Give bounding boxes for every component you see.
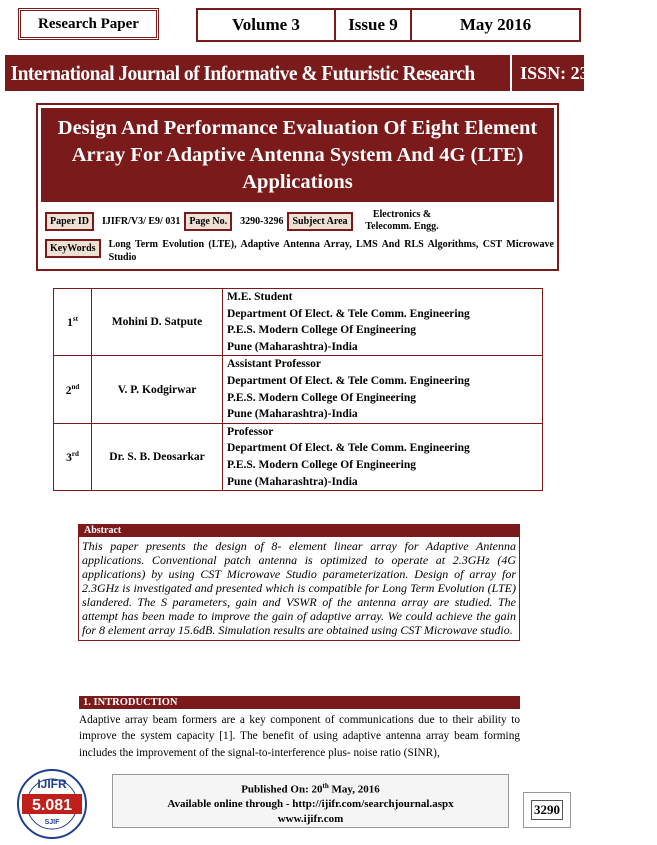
issn-label: ISSN: 2347-1697 [510, 55, 657, 91]
available-online-link[interactable]: Available online through - http://ijifr.com/searchjournal.aspx [167, 798, 454, 811]
journal-banner [5, 55, 649, 91]
author-affiliation: Assistant Professor Department Of Elect. & Tele Comm. Engineering P.E.S. Modern College Of Engineering Pune (Maharashtra)-India [223, 356, 543, 423]
author-order: 3rd [54, 423, 92, 490]
paper-meta-row [41, 206, 554, 236]
seal-value: 5.081 [31, 797, 73, 814]
journal-name: International Journal of Informative & Futuristic Research [10, 60, 475, 85]
table-row [54, 356, 543, 423]
subject-area-value: Electronics & Telecomm. Engg. [365, 209, 439, 232]
paper-title: Design And Performance Evaluation Of Eight Element Array For Adaptive Antenna System And 4G (LTE) Applications [41, 108, 554, 202]
author-affiliation: M.E. Student Department Of Elect. & Tele Comm. Engineering P.E.S. Modern College Of Engineering Pune (Maharashtra)-India [223, 289, 543, 356]
abstract-heading: Abstract [78, 524, 520, 537]
research-paper-label: Research Paper [38, 15, 139, 32]
page-number: 3290 [531, 800, 563, 820]
date-label: May 2016 [459, 15, 532, 34]
paper-id-label: Paper ID [45, 212, 94, 231]
seal-bottom-text: SJIF [44, 819, 60, 826]
published-date: Published On: 20th May, 2016 [241, 782, 380, 796]
introduction-heading: 1. INTRODUCTION [79, 696, 520, 709]
page-no-label: Page No. [184, 212, 232, 231]
introduction-text: Adaptive array beam formers are a key component of communications due to their ability to improve the system capacity [1]. The benefit of using adaptive antenna array beam forming includes the improvement of the signal-to-interference plus- noise ratio (SINR), [79, 714, 520, 759]
subject-area-label: Subject Area [287, 212, 352, 231]
table-row [54, 289, 543, 356]
table-row [54, 423, 543, 490]
author-name: Mohini D. Satpute [92, 289, 223, 356]
author-name: Dr. S. B. Deosarkar [92, 423, 223, 490]
impact-factor-seal [8, 768, 96, 840]
keywords-row [41, 238, 554, 264]
abstract-text: This paper presents the design of 8- element linear array for Adaptive Antenna applications. Conventional patch antenna is optimized to operate at 2.3GHz (4G applications) by using CST Microwave Studio parameterization. Design of array for 2.3GHz is investigated and presented which is compatible for Long Term Evolution (LTE) slandered. The S parameters, gain and VSWR of the antenna array are studied. The attempt has been made to improve the gain of adaptive array. We could achieve the gain for 8 element array 15.6dB. Simulation results are obtained using CST Microwave studio. [78, 537, 520, 641]
abstract-section [78, 524, 520, 641]
author-order: 1st [54, 289, 92, 356]
seal-top-text: IJIFR [37, 777, 67, 791]
page-no-value: 3290-3296 [240, 215, 284, 227]
paper-id-value: IJIFR/V3/ E9/ 031 [101, 215, 181, 227]
volume-label: Volume 3 [198, 10, 336, 40]
paper-info-block [36, 103, 559, 271]
author-affiliation: Professor Department Of Elect. & Tele Comm. Engineering P.E.S. Modern College Of Engineering Pune (Maharashtra)-India [223, 423, 543, 490]
issue-label: Issue 9 [336, 10, 412, 40]
issue-info-bar [196, 8, 581, 42]
research-paper-tag [18, 8, 159, 40]
keywords-label: KeyWords [45, 239, 101, 258]
page-number-box [523, 792, 571, 828]
keywords-value: Long Term Evolution (LTE), Adaptive Antenna Array, LMS And RLS Algorithms, CST Microwave Studio [108, 239, 554, 263]
website-link[interactable]: www.ijifr.com [277, 812, 344, 825]
authors-table [53, 288, 543, 491]
author-name: V. P. Kodgirwar [92, 356, 223, 423]
publication-footer [112, 774, 509, 828]
author-order: 2nd [54, 356, 92, 423]
